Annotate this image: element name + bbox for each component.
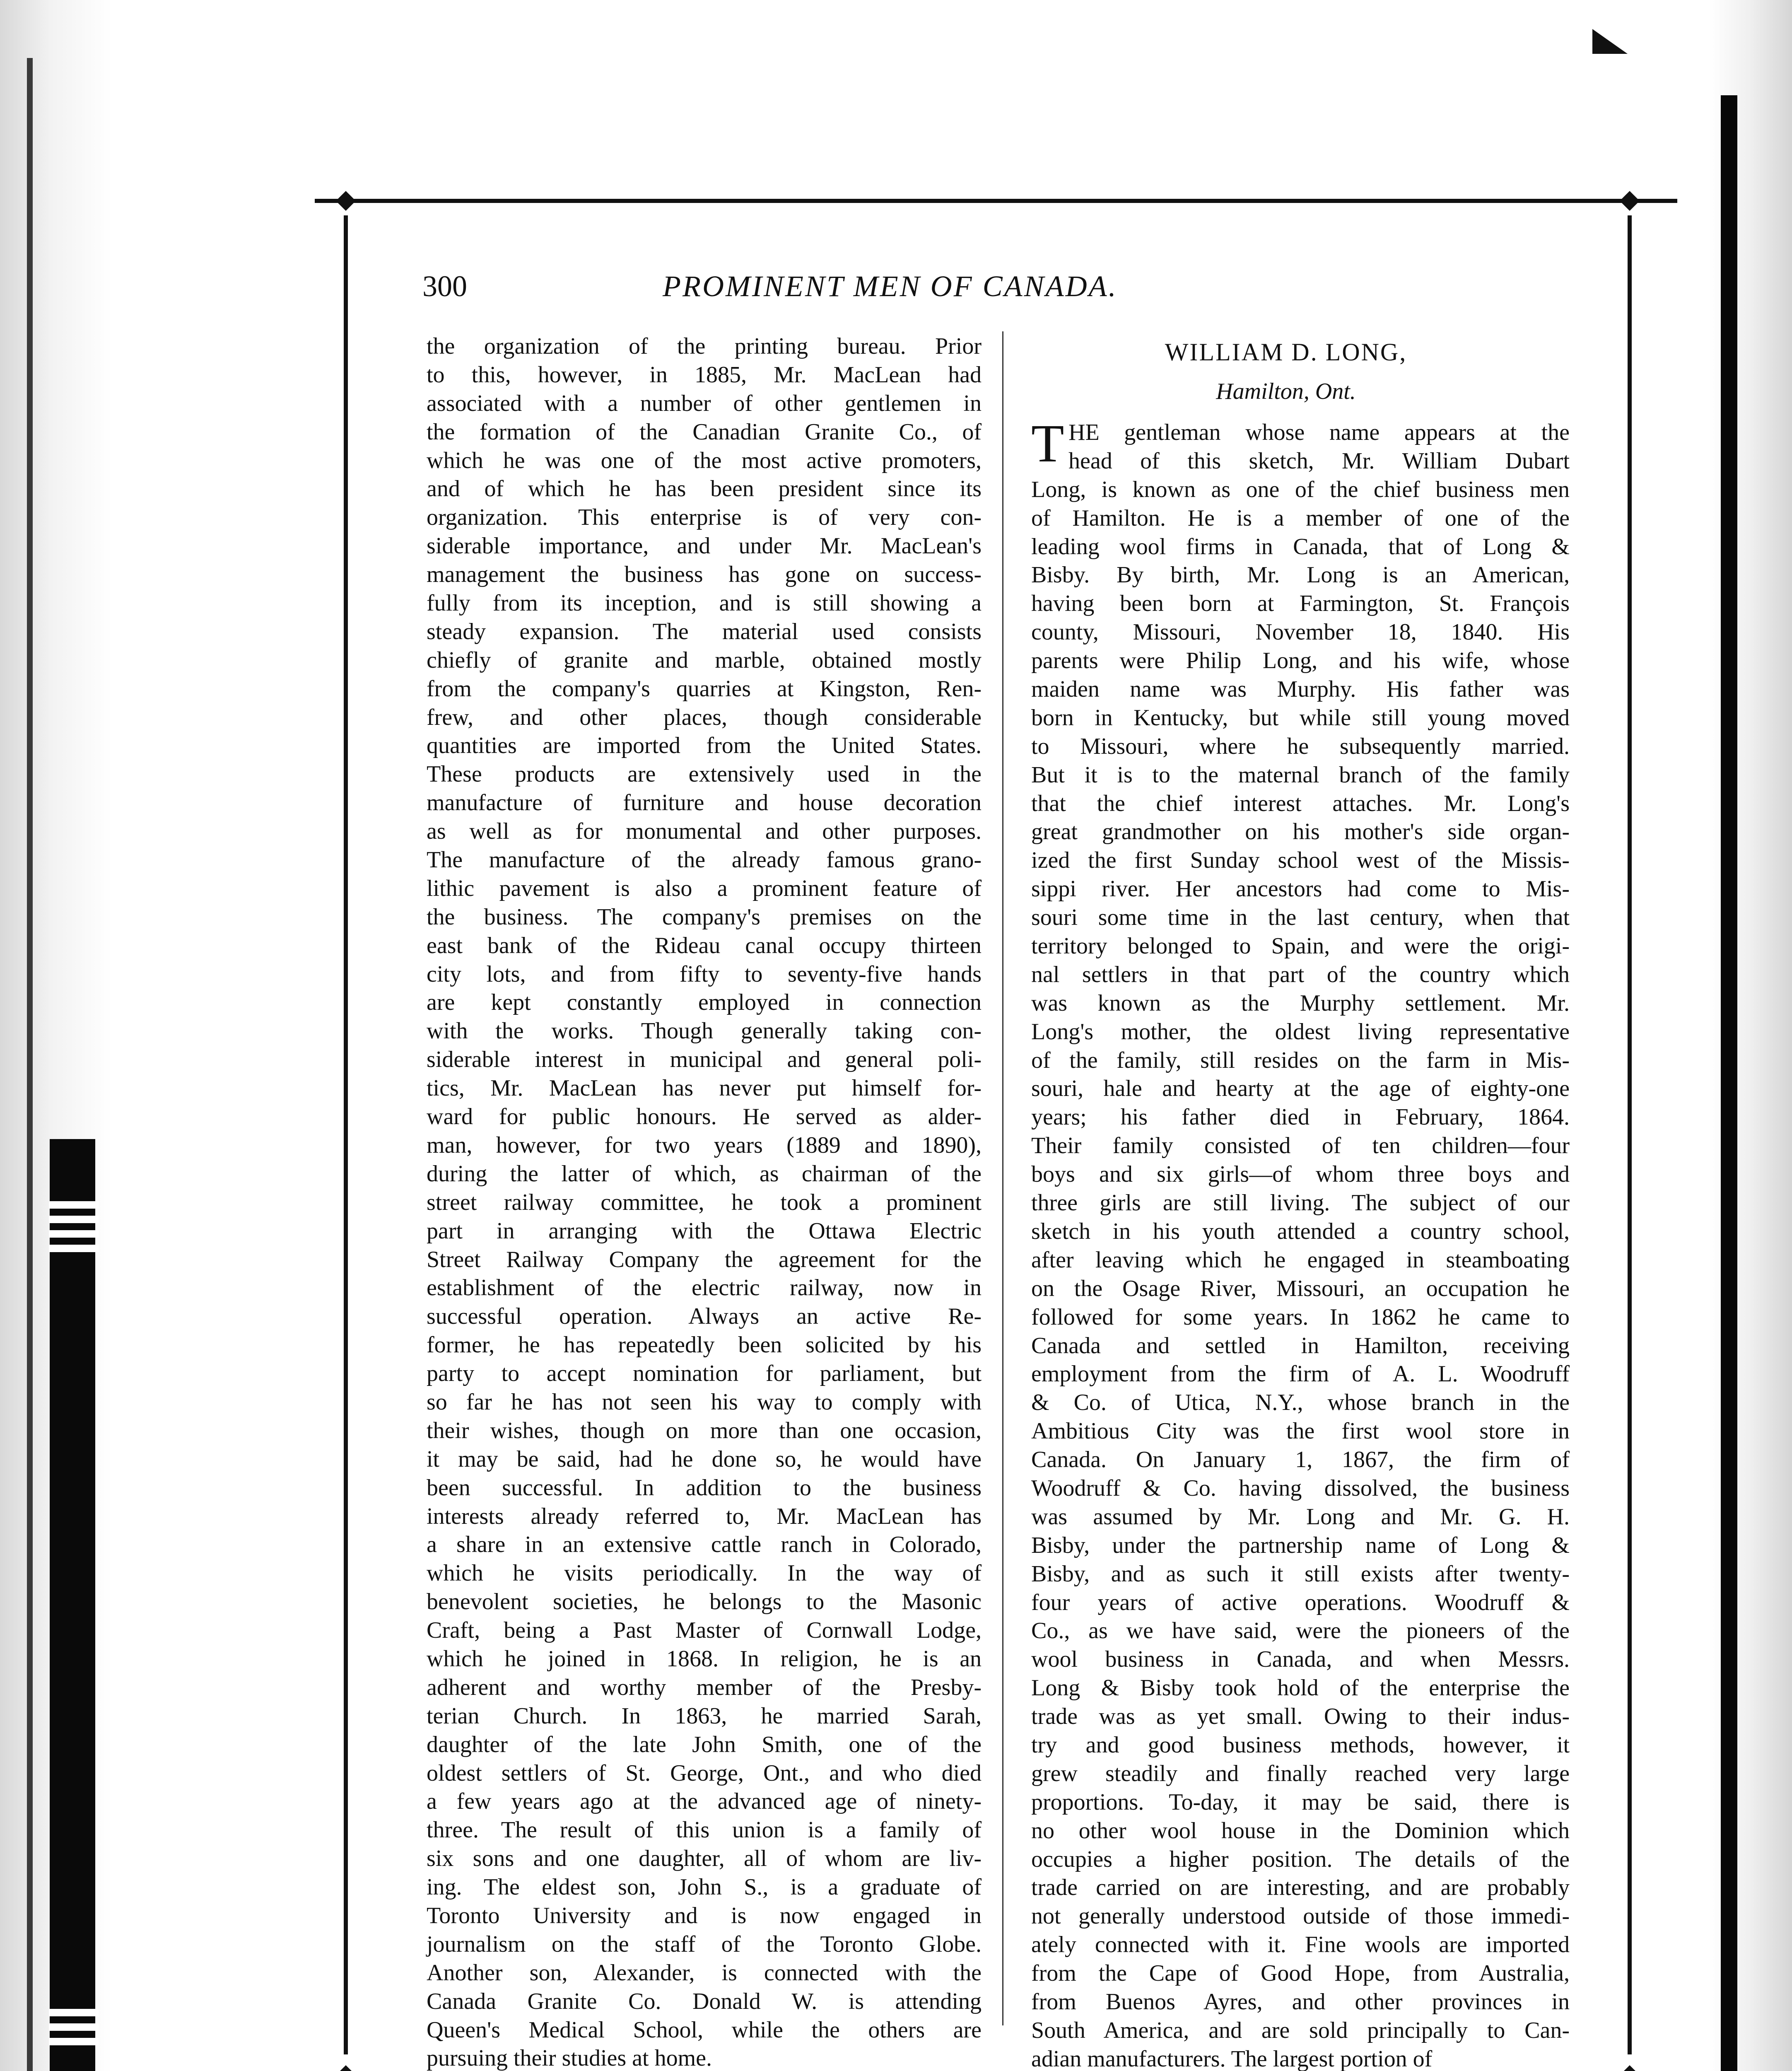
text-line: oldest settlers of St. George, Ont., and who died <box>427 1760 982 1786</box>
text-line: try and good business methods, however, it <box>1031 1732 1570 1758</box>
text-line: proportions. To-day, it may be said, there is <box>1031 1789 1570 1815</box>
text-line: part in arranging with the Ottawa Electric <box>427 1218 982 1244</box>
text-line: that the chief interest attaches. Mr. Long's <box>1031 790 1570 816</box>
text-line: three girls are still living. The subject of our <box>1031 1190 1570 1216</box>
text-line: maiden name was Murphy. His father was <box>1031 676 1570 702</box>
text-line: tics, Mr. MacLean has never put himself for- <box>427 1075 982 1101</box>
text-line: Street Railway Company the agreement for the <box>427 1246 982 1272</box>
text-line: chiefly of granite and marble, obtained mostly <box>427 647 982 673</box>
right-body <box>1002 447 1570 2071</box>
text-line: the organization of the printing bureau. Prior <box>427 333 982 359</box>
text-line: ately connected with it. Fine wools are imported <box>1031 1932 1570 1958</box>
text-line: leading wool firms in Canada, that of Long & <box>1031 533 1570 560</box>
text-line: which he visits periodically. In the way of <box>427 1560 982 1586</box>
text-line: party to accept nomination for parliament, but <box>427 1361 982 1387</box>
text-line: having been born at Farmington, St. François <box>1031 591 1570 617</box>
text-line: management the business has gone on success- <box>427 562 982 588</box>
text-line: The manufacture of the already famous grano- <box>427 847 982 873</box>
text-line: & Co. of Utica, N.Y., whose branch in the <box>1031 1390 1570 1416</box>
frame-corner-ornament <box>336 2065 356 2071</box>
text-line: was known as the Murphy settlement. Mr. <box>1031 990 1570 1016</box>
text-line: souri some time in the last century, when that <box>1031 905 1570 931</box>
text-line: street railway committee, he took a prominent <box>427 1189 982 1215</box>
text-line: Ambitious City was the first wool store in <box>1031 1418 1570 1444</box>
left-column <box>427 332 982 2071</box>
frame-left-rule <box>344 215 348 2054</box>
text-line: pursuing their studies at home. <box>427 2045 712 2071</box>
text-line: South America, and are sold principally to Can- <box>1031 2017 1570 2043</box>
text-line: Toronto University and is now engaged in <box>427 1902 982 1929</box>
text-line: Long's mother, the oldest living representative <box>1031 1019 1570 1045</box>
text-line: manufacture of furniture and house decoration <box>427 790 982 816</box>
text-line: head of this sketch, Mr. William Dubart <box>1068 448 1570 474</box>
running-title: PROMINENT MEN OF CANADA. <box>663 270 1118 303</box>
text-line: Craft, being a Past Master of Cornwall Lodge, <box>427 1617 982 1644</box>
article-place: Hamilton, Ont. <box>1216 379 1356 404</box>
text-line: county, Missouri, November 18, 1840. His <box>1031 619 1570 645</box>
text-line: to this, however, in 1885, Mr. MacLean had <box>427 362 982 388</box>
text-line: from the Cape of Good Hope, from Australia, <box>1031 1960 1570 1987</box>
text-line: associated with a number of other gentlemen in <box>427 390 982 416</box>
frame-corner-ornament <box>1620 2065 1640 2071</box>
text-line: Long, is known as one of the chief business men <box>1031 476 1570 502</box>
text-line: siderable importance, and under Mr. MacLean's <box>427 533 982 559</box>
binding-notch <box>49 1230 99 1238</box>
binding-notch <box>49 1245 99 1252</box>
text-line: no other wool house in the Dominion which <box>1031 1818 1570 1844</box>
drop-cap: T <box>1031 414 1064 473</box>
text-line: from the company's quarries at Kingston, Ren- <box>427 676 982 702</box>
text-line: with the works. Though generally taking con- <box>427 1018 982 1044</box>
text-line: as well as for monumental and other purposes. <box>427 818 982 845</box>
binding-notch <box>49 2023 99 2031</box>
binding-notch <box>49 1201 99 1209</box>
text-line: grew steadily and finally reached very large <box>1031 1760 1570 1786</box>
text-line: years; his father died in February, 1864. <box>1031 1104 1570 1130</box>
text-line: lithic pavement is also a prominent feature of <box>427 875 982 901</box>
binding-bar <box>50 1139 95 2071</box>
frame-corner-ornament <box>336 191 356 211</box>
binding-notch <box>49 1216 99 1223</box>
text-line: three. The result of this union is a family of <box>427 1817 982 1843</box>
text-line: a few years ago at the advanced age of ninety- <box>427 1789 982 1815</box>
text-line: employment from the firm of A. L. Woodruff <box>1031 1361 1570 1387</box>
frame-corner-ornament <box>1620 191 1640 211</box>
text-line: territory belonged to Spain, and were the origi- <box>1031 933 1570 959</box>
text-line: Co., as we have said, were the pioneers of the <box>1031 1618 1570 1644</box>
text-line: the formation of the Canadian Granite Co., of <box>427 419 982 445</box>
text-line: born in Kentucky, but while still young moved <box>1031 705 1570 731</box>
text-line: Canada and settled in Hamilton, receiving <box>1031 1332 1570 1359</box>
text-line: Canada Granite Co. Donald W. is attending <box>427 1988 982 2014</box>
text-line: man, however, for two years (1889 and 1890), <box>427 1132 982 1158</box>
text-line: of Hamilton. He is a member of one of the <box>1031 505 1570 531</box>
text-line: Queen's Medical School, while the others are <box>427 2017 982 2043</box>
text-line: adherent and worthy member of the Presby- <box>427 1674 982 1700</box>
text-line: from Buenos Ayres, and other provinces in <box>1031 1989 1570 2015</box>
article-title: WILLIAM D. LONG, <box>1165 338 1407 366</box>
text-line: after leaving which he engaged in steamboating <box>1031 1247 1570 1273</box>
text-line: ing. The eldest son, John S., is a graduate of <box>427 1874 982 1900</box>
text-line: siderable interest in municipal and general poli- <box>427 1047 982 1073</box>
text-line: steady expansion. The material used consists <box>427 618 982 644</box>
text-line: Long & Bisby took hold of the enterprise the <box>1031 1675 1570 1701</box>
frame-top-rule <box>315 199 1677 203</box>
text-line: which he joined in 1868. In religion, he is an <box>427 1646 982 1672</box>
text-line: benevolent societies, he belongs to the Masonic <box>427 1589 982 1615</box>
text-line: been successful. In addition to the business <box>427 1475 982 1501</box>
text-line: the business. The company's premises on the <box>427 904 982 930</box>
text-line: fully from its inception, and is still showing a <box>427 590 982 616</box>
text-line: boys and six girls—of whom three boys and <box>1031 1161 1570 1188</box>
text-line: Another son, Alexander, is connected with the <box>427 1960 982 1986</box>
text-line: occupies a higher position. The details of the <box>1031 1846 1570 1872</box>
corner-mark <box>1592 29 1628 54</box>
binding-notch <box>49 2009 99 2016</box>
right-binding-strip <box>1721 95 1737 2071</box>
text-line: trade carried on are interesting, and are probably <box>1031 1875 1570 1901</box>
text-line: journalism on the staff of the Toronto Globe. <box>427 1931 982 1957</box>
text-line: six sons and one daughter, all of whom are liv- <box>427 1846 982 1872</box>
text-line: Their family consisted of ten children—four <box>1031 1133 1570 1159</box>
text-line: not generally understood outside of those immedi- <box>1031 1903 1570 1929</box>
text-line: establishment of the electric railway, now in <box>427 1275 982 1301</box>
text-line: Bisby. By birth, Mr. Long is an American, <box>1031 562 1570 588</box>
text-line: ized the first Sunday school west of the Missis- <box>1031 847 1570 874</box>
text-line: followed for some years. In 1862 he came to <box>1031 1304 1570 1330</box>
text-line: on the Osage River, Missouri, an occupation he <box>1031 1275 1570 1301</box>
text-line: successful operation. Always an active Re- <box>427 1303 982 1330</box>
text-line: wool business in Canada, and when Messrs. <box>1031 1646 1570 1673</box>
binding-notch <box>49 2038 99 2045</box>
text-line: parents were Philip Long, and his wife, whose <box>1031 648 1570 674</box>
text-line: their wishes, though on more than one occasion, <box>427 1417 982 1443</box>
text-line: it may be said, had he done so, he would have <box>427 1446 982 1472</box>
text-line: which he was one of the most active promoters, <box>427 447 982 473</box>
text-line: daughter of the late John Smith, one of the <box>427 1731 982 1757</box>
text-line: interests already referred to, Mr. MacLean has <box>427 1503 982 1529</box>
text-line: a share in an extensive cattle ranch in Colorado, <box>427 1532 982 1558</box>
text-line: was assumed by Mr. Long and Mr. G. H. <box>1031 1504 1570 1530</box>
text-line: to Missouri, where he subsequently married. <box>1031 733 1570 759</box>
text-line: Woodruff & Co. having dissolved, the business <box>1031 1475 1570 1501</box>
text-line: during the latter of which, as chairman of the <box>427 1161 982 1187</box>
text-line: But it is to the maternal branch of the family <box>1031 762 1570 788</box>
text-line: and of which he has been president since its <box>427 476 982 502</box>
text-line: former, he has repeatedly been solicited by his <box>427 1332 982 1358</box>
text-line: so far he has not seen his way to comply with <box>427 1389 982 1415</box>
text-line: terian Church. In 1863, he married Sarah, <box>427 1703 982 1729</box>
page-number: 300 <box>422 270 467 303</box>
spine-line <box>27 58 33 2071</box>
text-line: nal settlers in that part of the country which <box>1031 961 1570 987</box>
text-line: trade was as yet small. Owing to their indus- <box>1031 1704 1570 1730</box>
frame-right-rule <box>1628 215 1632 2054</box>
text-line: quantities are imported from the United States. <box>427 733 982 759</box>
text-line: souri, hale and hearty at the age of eighty-one <box>1031 1076 1570 1102</box>
text-line: Canada. On January 1, 1867, the firm of <box>1031 1447 1570 1473</box>
text-line: frew, and other places, though considerable <box>427 704 982 730</box>
text-line: great grandmother on his mother's side organ- <box>1031 819 1570 845</box>
right-column <box>1002 331 1570 2071</box>
first-line-text: HE gentleman whose name appears at the <box>1068 420 1570 445</box>
text-line: Bisby, under the partnership name of Long & <box>1031 1532 1570 1558</box>
text-line: sketch in his youth attended a country school, <box>1031 1218 1570 1244</box>
text-line: four years of active operations. Woodruff & <box>1031 1589 1570 1615</box>
text-line: adian manufacturers. The largest portion of <box>1031 2046 1433 2071</box>
text-line: These products are extensively used in the <box>427 761 982 787</box>
text-line: ward for public honours. He served as alder- <box>427 1104 982 1130</box>
text-line: Bisby, and as such it still exists after twenty- <box>1031 1561 1570 1587</box>
text-line: east bank of the Rideau canal occupy thirteen <box>427 932 982 958</box>
text-line: city lots, and from fifty to seventy-five hands <box>427 961 982 987</box>
text-line: organization. This enterprise is of very con- <box>427 504 982 531</box>
text-line: sippi river. Her ancestors had come to Mis- <box>1031 876 1570 902</box>
text-line: of the family, still resides on the farm in Mis- <box>1031 1047 1570 1073</box>
text-line: are kept constantly employed in connection <box>427 990 982 1016</box>
